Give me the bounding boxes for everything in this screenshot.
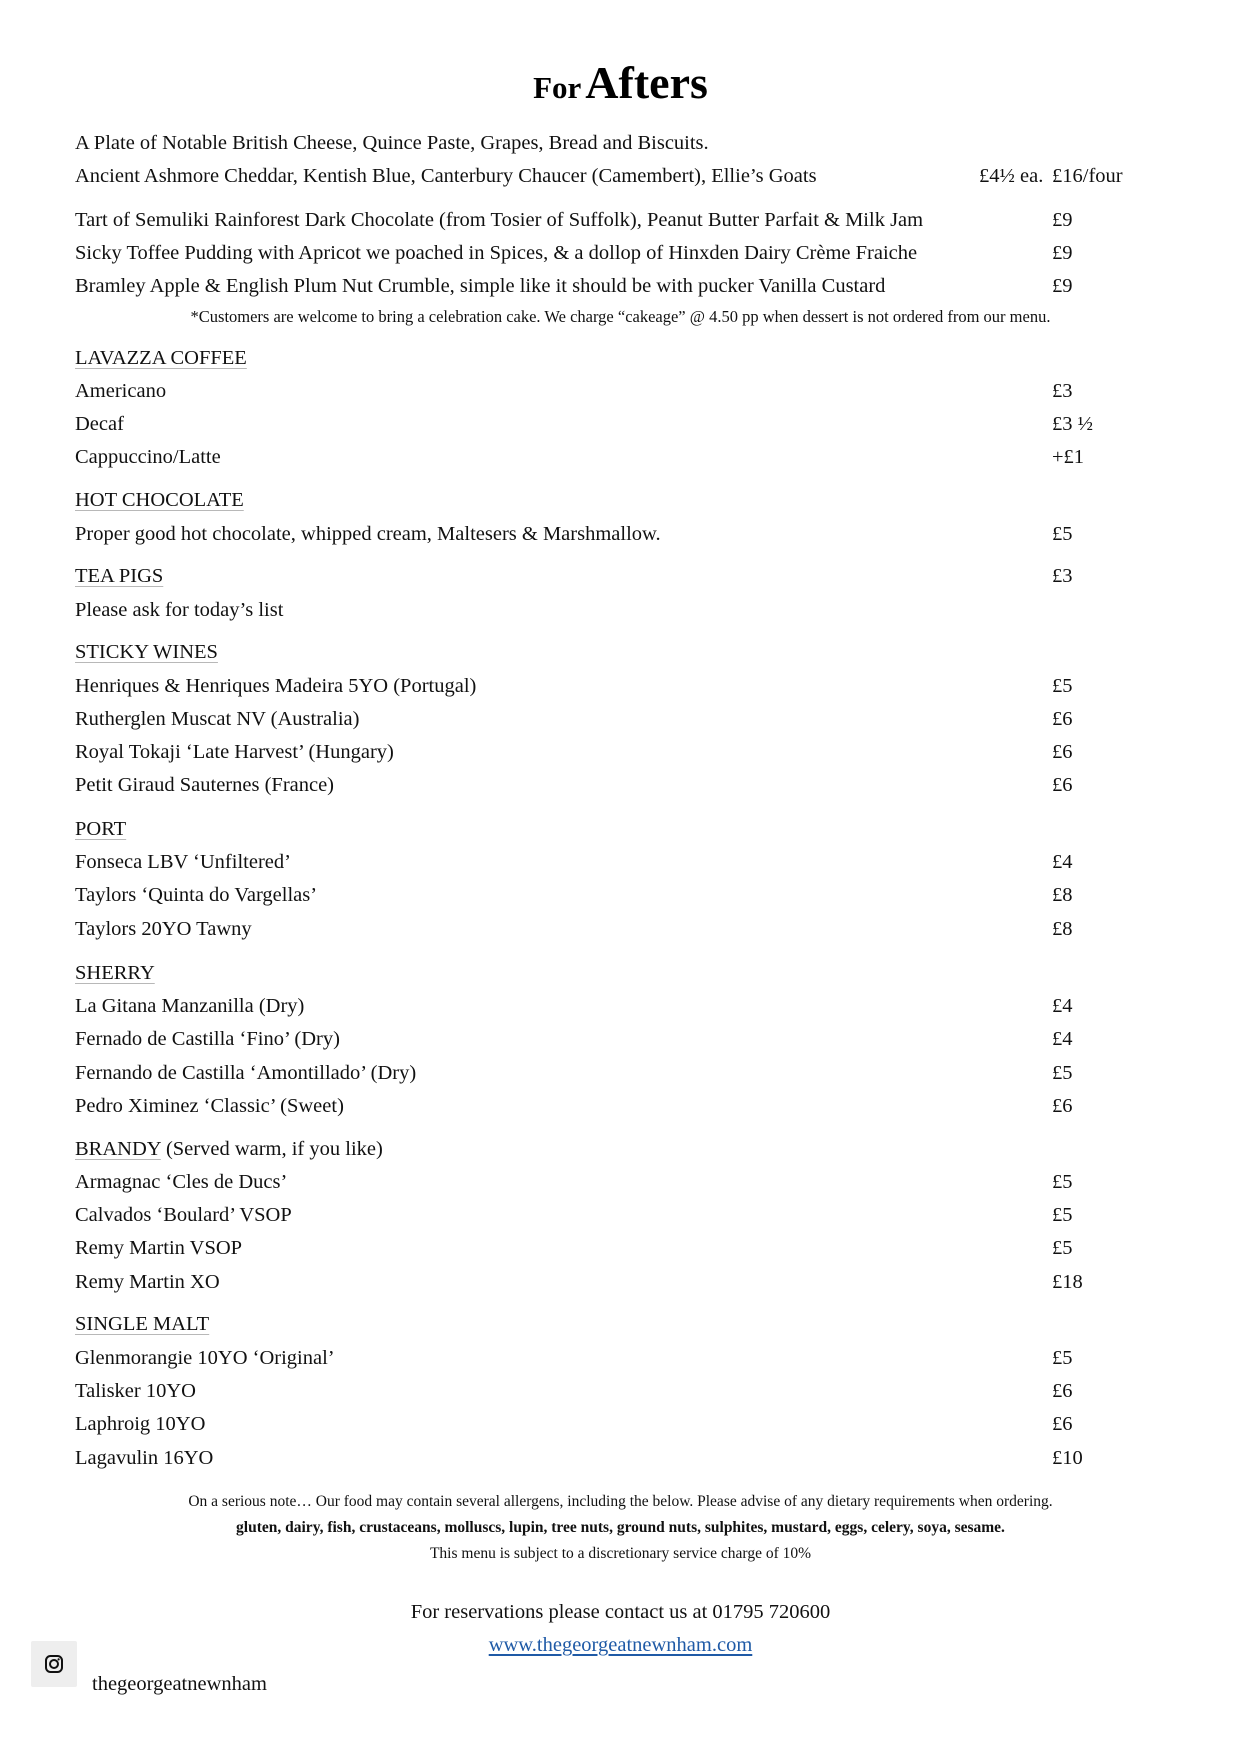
menu-item — [75, 849, 1165, 875]
menu-item — [75, 1445, 1165, 1471]
item-price: £5 — [1052, 1237, 1073, 1259]
item-name: Laphroig 10YO — [75, 1413, 206, 1435]
service-charge-note: This menu is subject to a discretionary service charge of 10% — [429, 1545, 812, 1562]
menu-item — [75, 706, 1165, 732]
menu-item — [75, 207, 1165, 233]
menu-item — [75, 597, 1165, 623]
menu-item — [75, 1093, 1165, 1119]
coffee-heading: LAVAZZA COFFEE — [75, 347, 247, 369]
menu-item — [75, 273, 1165, 299]
item-name: Please ask for today’s list — [75, 599, 284, 621]
item-name: Fonseca LBV ‘Unfiltered’ — [75, 851, 291, 873]
item-name: Proper good hot chocolate, whipped cream, Maltesers & Marshmallow. — [75, 523, 661, 545]
sherry-heading: SHERRY — [75, 962, 155, 984]
menu-item — [75, 916, 1165, 942]
item-price: £18 — [1052, 1271, 1083, 1293]
dessert-name: Bramley Apple & English Plum Nut Crumble, simple like it should be with pucker Vanilla Custard — [75, 275, 886, 297]
item-name: Americano — [75, 380, 167, 402]
title-prefix: For — [533, 70, 582, 105]
cheese-list: Ancient Ashmore Cheddar, Kentish Blue, Canterbury Chaucer (Camembert), Ellie’s Goats — [75, 165, 817, 187]
item-price: £3 ½ — [1052, 413, 1093, 435]
item-price: £5 — [1052, 1171, 1073, 1193]
sticky-wines-heading: STICKY WINES — [75, 641, 218, 663]
brandy-heading: BRANDY — [75, 1138, 161, 1160]
menu-item — [75, 1235, 1165, 1261]
instagram-glyph — [31, 1641, 77, 1687]
menu-item — [75, 378, 1165, 404]
dessert-price: £9 — [1052, 209, 1073, 231]
section-heading-sticky-wines — [75, 639, 1165, 665]
page-title — [0, 56, 1241, 109]
item-name: La Gitana Manzanilla (Dry) — [75, 995, 305, 1017]
menu-item — [75, 1378, 1165, 1404]
menu-item — [75, 1269, 1165, 1295]
menu-item — [75, 240, 1165, 266]
cheese-list-row — [75, 163, 1165, 189]
reservations-contact: For reservations please contact us at 01795 720600 — [410, 1601, 831, 1623]
instagram-icon[interactable] — [31, 1641, 77, 1687]
item-name: Armagnac ‘Cles de Ducs’ — [75, 1171, 288, 1193]
item-price: £6 — [1052, 1095, 1073, 1117]
menu-item — [75, 444, 1165, 470]
item-name: Henriques & Henriques Madeira 5YO (Portugal) — [75, 675, 477, 697]
item-name: Cappuccino/Latte — [75, 446, 221, 468]
item-price: £6 — [1052, 774, 1073, 796]
item-price: £5 — [1052, 523, 1073, 545]
item-name: Fernando de Castilla ‘Amontillado’ (Dry) — [75, 1062, 417, 1084]
item-price: £8 — [1052, 884, 1073, 906]
item-name: Pedro Ximinez ‘Classic’ (Sweet) — [75, 1095, 344, 1117]
item-name: Decaf — [75, 413, 124, 435]
item-price: £6 — [1052, 1413, 1073, 1435]
item-price: £4 — [1052, 1028, 1073, 1050]
menu-item — [75, 521, 1165, 547]
section-heading-brandy — [75, 1136, 1165, 1162]
item-name: Calvados ‘Boulard’ VSOP — [75, 1204, 292, 1226]
menu-item — [75, 882, 1165, 908]
menu-item — [75, 772, 1165, 798]
menu-item — [75, 1060, 1165, 1086]
item-name: Taylors 20YO Tawny — [75, 918, 252, 940]
brandy-subheading: (Served warm, if you like) — [160, 1138, 383, 1160]
menu-item — [75, 673, 1165, 699]
menu-item — [75, 411, 1165, 437]
single-malt-heading: SINGLE MALT — [75, 1313, 210, 1335]
cheese-price-each: £4½ ea. — [979, 165, 1044, 187]
cake-note: *Customers are welcome to bring a celebration cake. We charge “cakeage” @ 4.50 pp when dessert is not ordered from our menu. — [190, 307, 1051, 326]
item-name: Talisker 10YO — [75, 1380, 196, 1402]
cheese-intro-text: A Plate of Notable British Cheese, Quince Paste, Grapes, Bread and Biscuits. — [75, 132, 709, 154]
item-price: £6 — [1052, 741, 1073, 763]
item-price: £6 — [1052, 708, 1073, 730]
allergen-note: On a serious note… Our food may contain several allergens, including the below. Please advise of any dietary requirements when ordering. — [188, 1493, 1053, 1510]
dessert-price: £9 — [1052, 242, 1073, 264]
section-heading-hot-chocolate — [75, 487, 1165, 513]
section-heading-tea — [75, 563, 1165, 589]
allergen-list: gluten, dairy, fish, crustaceans, molluscs, lupin, tree nuts, ground nuts, sulphites, mustard, eggs, celery, soya, sesame. — [236, 1519, 1005, 1536]
item-name: Taylors ‘Quinta do Vargellas’ — [75, 884, 318, 906]
dessert-name: Tart of Semuliki Rainforest Dark Chocolate (from Tosier of Suffolk), Peanut Butter Parfait & Milk Jam — [75, 209, 924, 231]
section-heading-single-malt — [75, 1311, 1165, 1337]
item-name: Glenmorangie 10YO ‘Original’ — [75, 1347, 335, 1369]
menu-item — [75, 1202, 1165, 1228]
item-price: £5 — [1052, 675, 1073, 697]
port-heading: PORT — [75, 818, 127, 840]
menu-item — [75, 739, 1165, 765]
dessert-price: £9 — [1052, 275, 1073, 297]
item-name: Rutherglen Muscat NV (Australia) — [75, 708, 360, 730]
cheese-intro — [75, 130, 1165, 156]
item-price: £6 — [1052, 1380, 1073, 1402]
website-link[interactable]: www.thegeorgeatnewnham.com — [488, 1634, 753, 1656]
cheese-price-four: £16/four — [1052, 165, 1123, 187]
item-price: £8 — [1052, 918, 1073, 940]
instagram-handle[interactable]: thegeorgeatnewnham — [92, 1673, 267, 1695]
item-price: +£1 — [1052, 446, 1085, 468]
item-price: £4 — [1052, 995, 1073, 1017]
tea-price: £3 — [1052, 565, 1073, 587]
menu-item — [75, 1411, 1165, 1437]
item-name: Remy Martin VSOP — [75, 1237, 243, 1259]
item-name: Petit Giraud Sauternes (France) — [75, 774, 335, 796]
item-price: £5 — [1052, 1204, 1073, 1226]
item-price: £5 — [1052, 1347, 1073, 1369]
item-price: £4 — [1052, 851, 1073, 873]
section-heading-port — [75, 816, 1165, 842]
item-price: £10 — [1052, 1447, 1083, 1469]
dessert-name: Sicky Toffee Pudding with Apricot we poached in Spices, & a dollop of Hinxden Dairy Crème Fraiche — [75, 242, 918, 264]
section-heading-coffee — [75, 345, 1165, 371]
tea-heading: TEA PIGS — [75, 565, 164, 587]
hot-chocolate-heading: HOT CHOCOLATE — [75, 489, 244, 511]
website-row — [0, 1634, 1241, 1657]
item-name: Fernado de Castilla ‘Fino’ (Dry) — [75, 1028, 340, 1050]
title-main: Afters — [585, 57, 708, 108]
item-name: Royal Tokaji ‘Late Harvest’ (Hungary) — [75, 741, 394, 763]
item-price: £3 — [1052, 380, 1073, 402]
item-name: Lagavulin 16YO — [75, 1447, 214, 1469]
menu-item — [75, 1169, 1165, 1195]
menu-item — [75, 1345, 1165, 1371]
item-price: £5 — [1052, 1062, 1073, 1084]
section-heading-sherry — [75, 960, 1165, 986]
menu-item — [75, 1026, 1165, 1052]
menu-item — [75, 993, 1165, 1019]
item-name: Remy Martin XO — [75, 1271, 220, 1293]
